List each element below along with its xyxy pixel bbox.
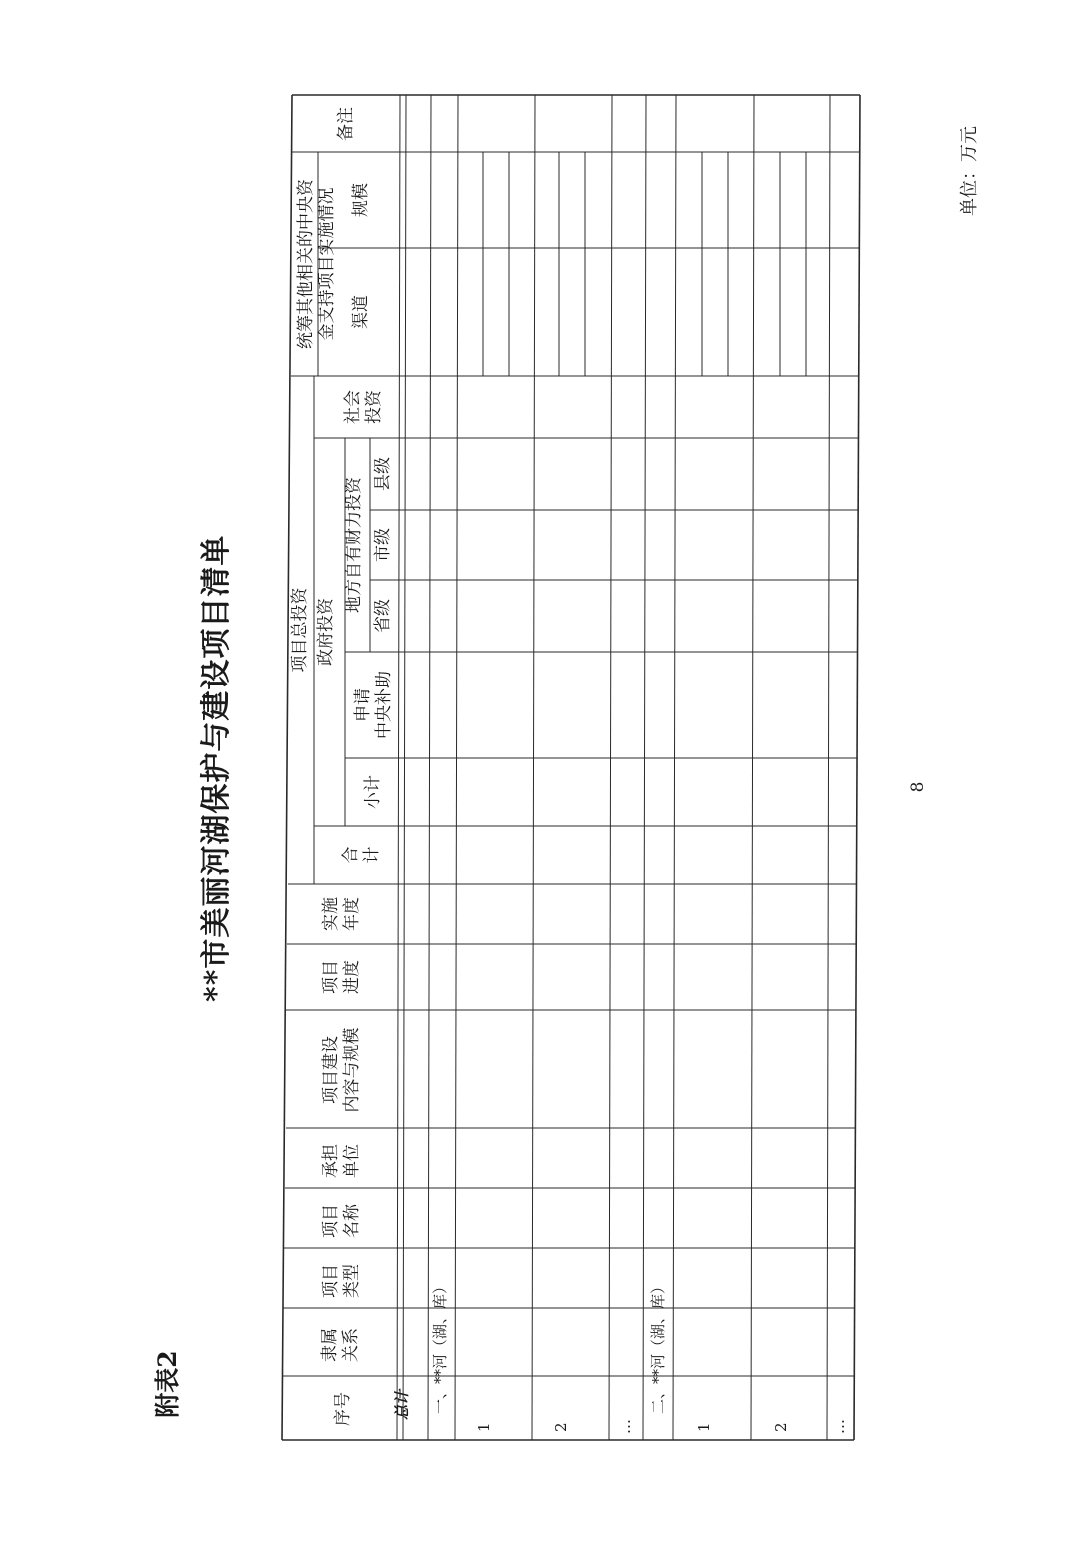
header-provincial: 省级: [373, 599, 393, 633]
row-group2-item2: 2: [772, 1422, 790, 1432]
header-project-name: 项目 名称: [321, 1204, 363, 1238]
row-total-label: 总计: [393, 1390, 411, 1421]
header-channel: 渠道: [351, 295, 371, 329]
header-undertaker: 承担 单位: [321, 1144, 363, 1178]
header-social-investment: 社会 投资: [343, 390, 385, 424]
header-remarks: 备注: [336, 107, 356, 141]
header-seq: 序号: [333, 1392, 353, 1426]
row-group1-more: …: [616, 1419, 634, 1434]
page-number: 8: [908, 781, 928, 793]
header-project-type: 项目 类型: [321, 1264, 363, 1298]
header-municipal: 市级: [373, 528, 393, 562]
header-county: 县级: [373, 457, 393, 491]
header-total-investment: 项目总投资: [290, 587, 310, 673]
header-progress: 项目 进度: [321, 960, 363, 994]
header-content-scale: 项目建设 内容与规模: [321, 1027, 363, 1113]
document-title: **市美丽河湖保护与建设项目清单: [199, 534, 234, 1002]
header-central-subsidy: 申请 中央补助: [353, 671, 395, 739]
header-central-funds-title: 统筹其他相关的中央资 金支持项目实施情况: [296, 179, 338, 349]
row-group1-label: 一、**河（湖、库）: [431, 1278, 449, 1414]
header-local-finance: 地方自有财力投资: [344, 477, 364, 613]
header-impl-year: 实施 年度: [321, 897, 363, 931]
unit-label: 单位：万元: [959, 126, 980, 216]
row-group2-item1: 1: [695, 1422, 713, 1432]
header-sum: 合 计: [341, 846, 383, 864]
row-group1-item2: 2: [552, 1422, 570, 1432]
row-group1-item1: 1: [475, 1422, 493, 1432]
header-gov-investment: 政府投资: [316, 598, 336, 666]
row-group2-more: …: [830, 1419, 848, 1434]
header-affiliation: 隶属 关系: [320, 1328, 362, 1362]
header-scale: 规模: [351, 183, 371, 217]
header-subtotal: 小计: [363, 775, 383, 809]
annex-label: 附表2: [153, 1350, 182, 1418]
row-group2-label: 二、**河（湖、库）: [649, 1278, 667, 1414]
